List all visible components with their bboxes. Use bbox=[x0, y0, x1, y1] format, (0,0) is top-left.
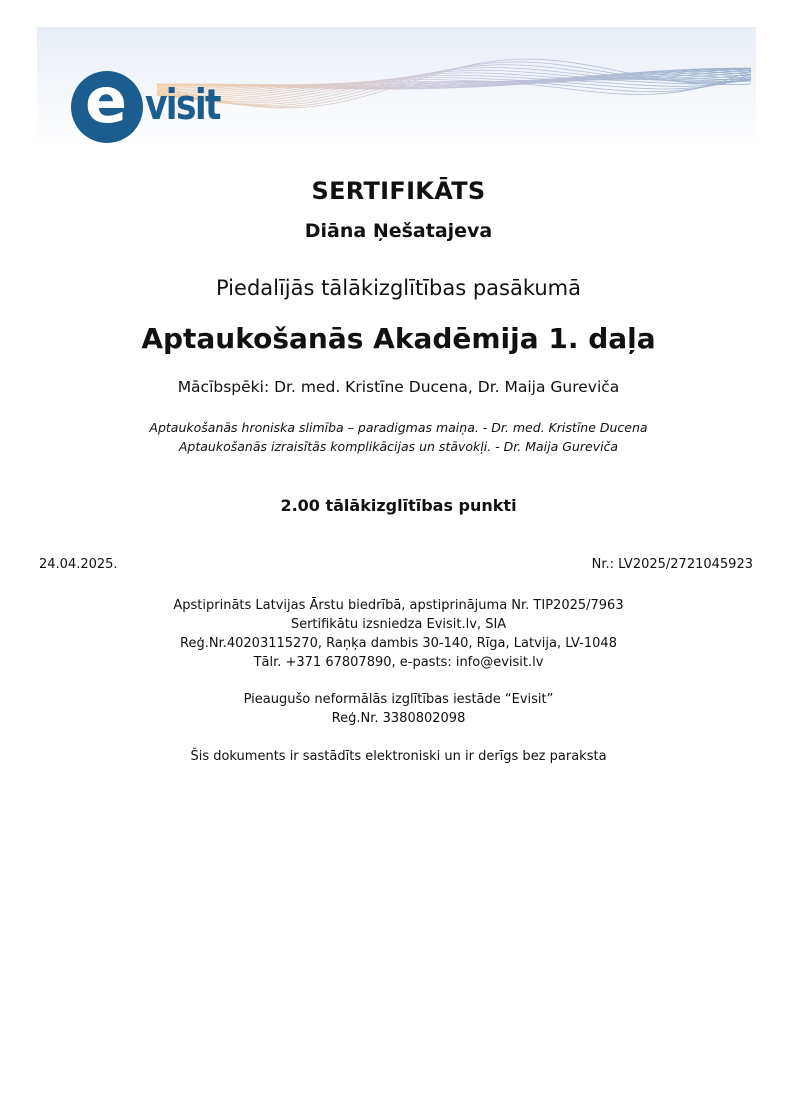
participation-text: Piedalījās tālākizglītības pasākumā bbox=[215, 276, 581, 300]
institution-line: Pieaugušo neformālās izglītības iestāde “Evisit” bbox=[243, 692, 554, 707]
topic-line: Aptaukošanās hroniska slimība – paradigmas maiņa. - Dr. med. Kristīne Ducena bbox=[149, 420, 648, 435]
education-points: 2.00 tālākizglītības punkti bbox=[280, 496, 517, 515]
registration-address-line: Reģ.Nr.40203115270, Raņķa dambis 30-140, Rīga, Latvija, LV-1048 bbox=[180, 636, 617, 651]
evisit-logo bbox=[71, 64, 261, 143]
electronic-notice: Šis dokuments ir sastādīts elektroniski un ir derīgs bez paraksta bbox=[190, 749, 607, 764]
recipient-name: Diāna Ņešatajeva bbox=[304, 220, 493, 242]
certificate-number: Nr.: LV2025/2721045923 bbox=[591, 557, 753, 572]
topic-line: Aptaukošanās izraisītās komplikācijas un stāvokļi. - Dr. Maija Gureviča bbox=[178, 439, 619, 454]
event-name: Aptaukošanās Akadēmija 1. daļa bbox=[141, 322, 656, 355]
header-banner bbox=[37, 27, 756, 149]
logo-wordmark: visit bbox=[145, 80, 220, 129]
contacts-line: Tālr. +371 67807890, e-pasts: info@evisit.lv bbox=[253, 655, 544, 670]
lecturers-line: Mācībspēki: Dr. med. Kristīne Ducena, Dr. Maija Gureviča bbox=[177, 378, 620, 396]
certificate-date: 24.04.2025. bbox=[39, 557, 118, 572]
approval-line: Apstiprināts Latvijas Ārstu biedrībā, apstiprinājuma Nr. TIP2025/7963 bbox=[173, 598, 624, 613]
issuer-line: Sertifikātu izsniedza Evisit.lv, SIA bbox=[290, 617, 507, 632]
logo-e-letter: e bbox=[85, 64, 128, 137]
certificate-title: SERTIFIKĀTS bbox=[311, 177, 486, 205]
institution-reg-line: Reģ.Nr. 3380802098 bbox=[331, 711, 466, 726]
